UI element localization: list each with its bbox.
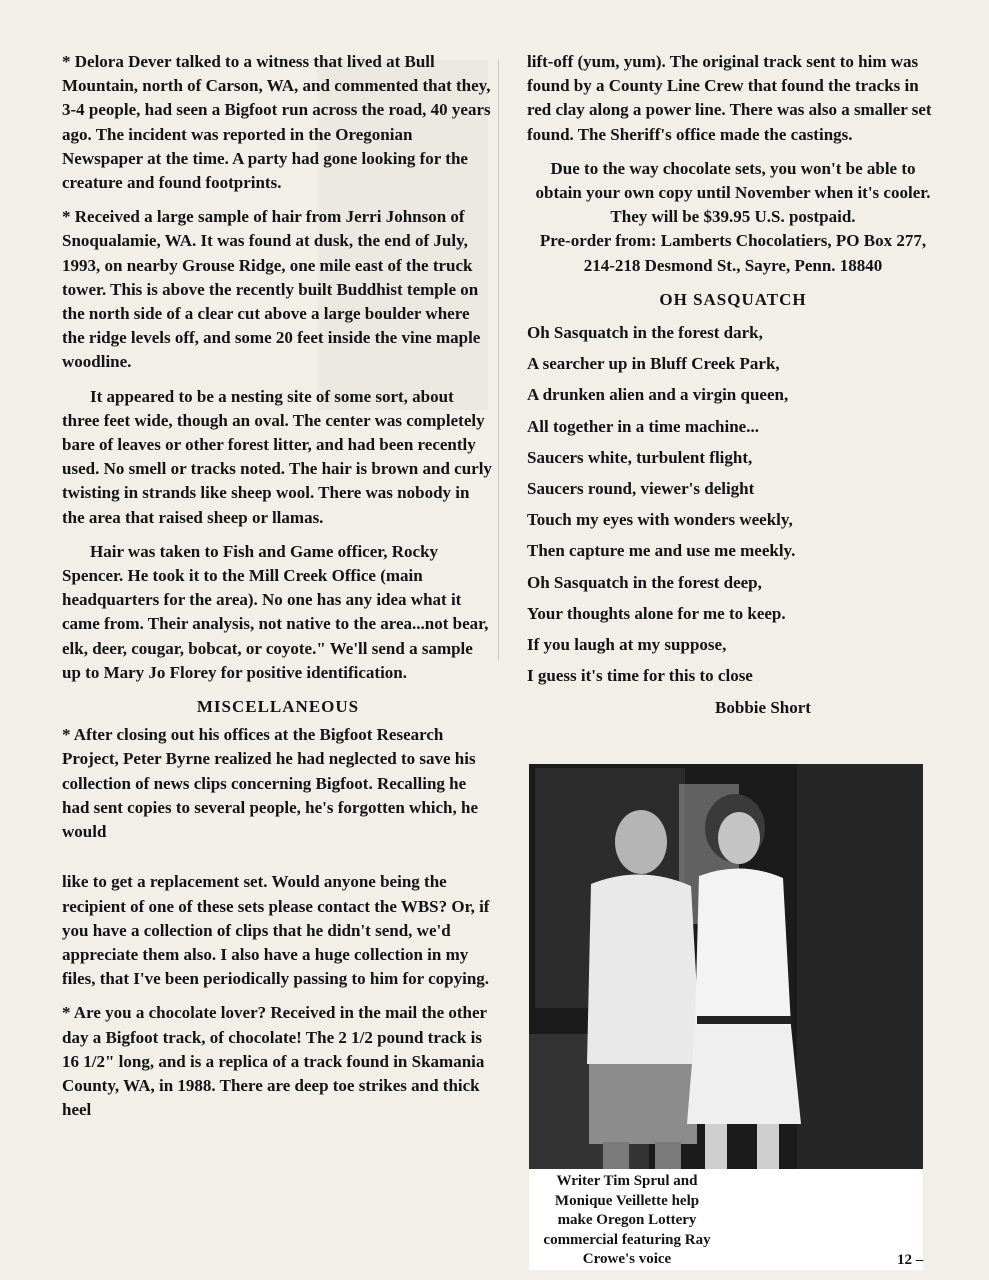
poem-line: Oh Sasquatch in the forest dark, xyxy=(527,323,763,343)
poem-line: A searcher up in Bluff Creek Park, xyxy=(527,354,780,374)
hair-sample-paragraph: * Received a large sample of hair from Jerri Johnson of Snoqualamie, WA. It was found at dusk, the end of July, 1993, on nearby Grouse Ridge, one mile east of the truck tower. This is above the recently built Buddhist temple on the north side of a clear cut above a large boulder where the ridge levels off, and some 20 feet inside the vine maple woodline. xyxy=(62,207,481,372)
poem-line: If you laugh at my suppose, xyxy=(527,635,727,655)
nesting-site-paragraph: It appeared to be a nesting site of some sort, about three feet wide, though an oval. The center was completely bare of leaves or other forest litter, and had been recently used. No smell or tracks noted. The hair is brown and curly twisting in strands like sheep wool. There was nobody in the area that raised sheep or llamas. xyxy=(62,386,492,527)
poem-line: Saucers round, viewer's delight xyxy=(527,479,755,499)
page-number: 12 – xyxy=(897,1252,924,1268)
right-column xyxy=(527,50,939,721)
poem-line: Your thoughts alone for me to keep. xyxy=(527,603,786,623)
witness-paragraph: * Delora Dever talked to a witness that lived at Bull Mountain, north of Carson, WA, and commented that they, 3-4 people, had seen a Bigfoot run across the road, 40 years ago. The incident was reported in the Oregonian Newspaper at the time. A party had gone looking for the creature and found footprints. xyxy=(62,52,491,193)
left-column xyxy=(62,50,494,1132)
price-paragraph: Due to the way chocolate sets, you won't be able to obtain your own copy until November when it's cooler. They will be $39.95 U.S. postpaid. xyxy=(535,158,931,227)
poem-line: I guess it's time for this to close xyxy=(527,666,753,686)
poem xyxy=(527,322,939,686)
chocolate-paragraph: * Are you a chocolate lover? Received in the mail the other day a Bigfoot track, of chocolate! The 2 1/2 pound track is 16 1/2" long, and is a replica of a track found in Skamania County, WA, in 1988. There are deep toe strikes and thick heel xyxy=(62,1003,487,1120)
poem-line: Touch my eyes with wonders weekly, xyxy=(527,510,793,530)
photo-frame xyxy=(529,764,923,1270)
chocolate-continued-paragraph: lift-off (yum, yum). The original track sent to him was found by a County Line Crew that found the tracks in red clay along a power line. There was also a smaller set found. The Sheriff's office made the castings. xyxy=(527,52,932,144)
poem-title: OH SASQUATCH xyxy=(659,289,807,309)
poem-author: Bobbie Short xyxy=(715,698,811,718)
news-clips-paragraph: * After closing out his offices at the Bigfoot Research Project, Peter Byrne realized he had neglected to save his collection of news clips concerning Bigfoot. Recalling he had sent copies to several people, he's forgotten which, he would xyxy=(62,725,479,842)
photo-caption: Writer Tim Sprul and Monique Veillette help make Oregon Lottery commercial featuring Ray Crowe's voice xyxy=(543,1173,711,1268)
poem-line: A drunken alien and a virgin queen, xyxy=(527,385,789,405)
poem-line: Saucers white, turbulent flight, xyxy=(527,447,753,467)
poem-line: All together in a time machine... xyxy=(527,416,759,436)
replacement-set-paragraph: like to get a replacement set. Would anyone being the recipient of one of these sets please contact the WBS? Or, if you have a collection of clips that he didn't send, we'd appreciate them also. I also have a huge collection in my files, that I've been periodically passing to him for copying. xyxy=(62,872,490,989)
miscellaneous-heading: MISCELLANEOUS xyxy=(196,697,360,717)
analysis-paragraph: Hair was taken to Fish and Game officer, Rocky Spencer. He took it to the Mill Creek Office (main headquarters for the area). No one has any idea what it came from. Their analysis, not native to the area...not bear, elk, deer, cougar, bobcat, or coyote." We'll send a sample up to Mary Jo Florey for positive identification. xyxy=(62,541,489,682)
poem-line: Oh Sasquatch in the forest deep, xyxy=(527,572,762,592)
lottery-commercial-photo xyxy=(529,764,923,1169)
bleed-through-rule xyxy=(498,60,499,660)
poem-line: Then capture me and use me meekly. xyxy=(527,541,796,561)
page-number-value: 12 xyxy=(897,1252,912,1268)
preorder-address: Pre-order from: Lamberts Chocolatiers, PO Box 277, 214-218 Desmond St., Sayre, Penn. 18840 xyxy=(539,231,927,275)
